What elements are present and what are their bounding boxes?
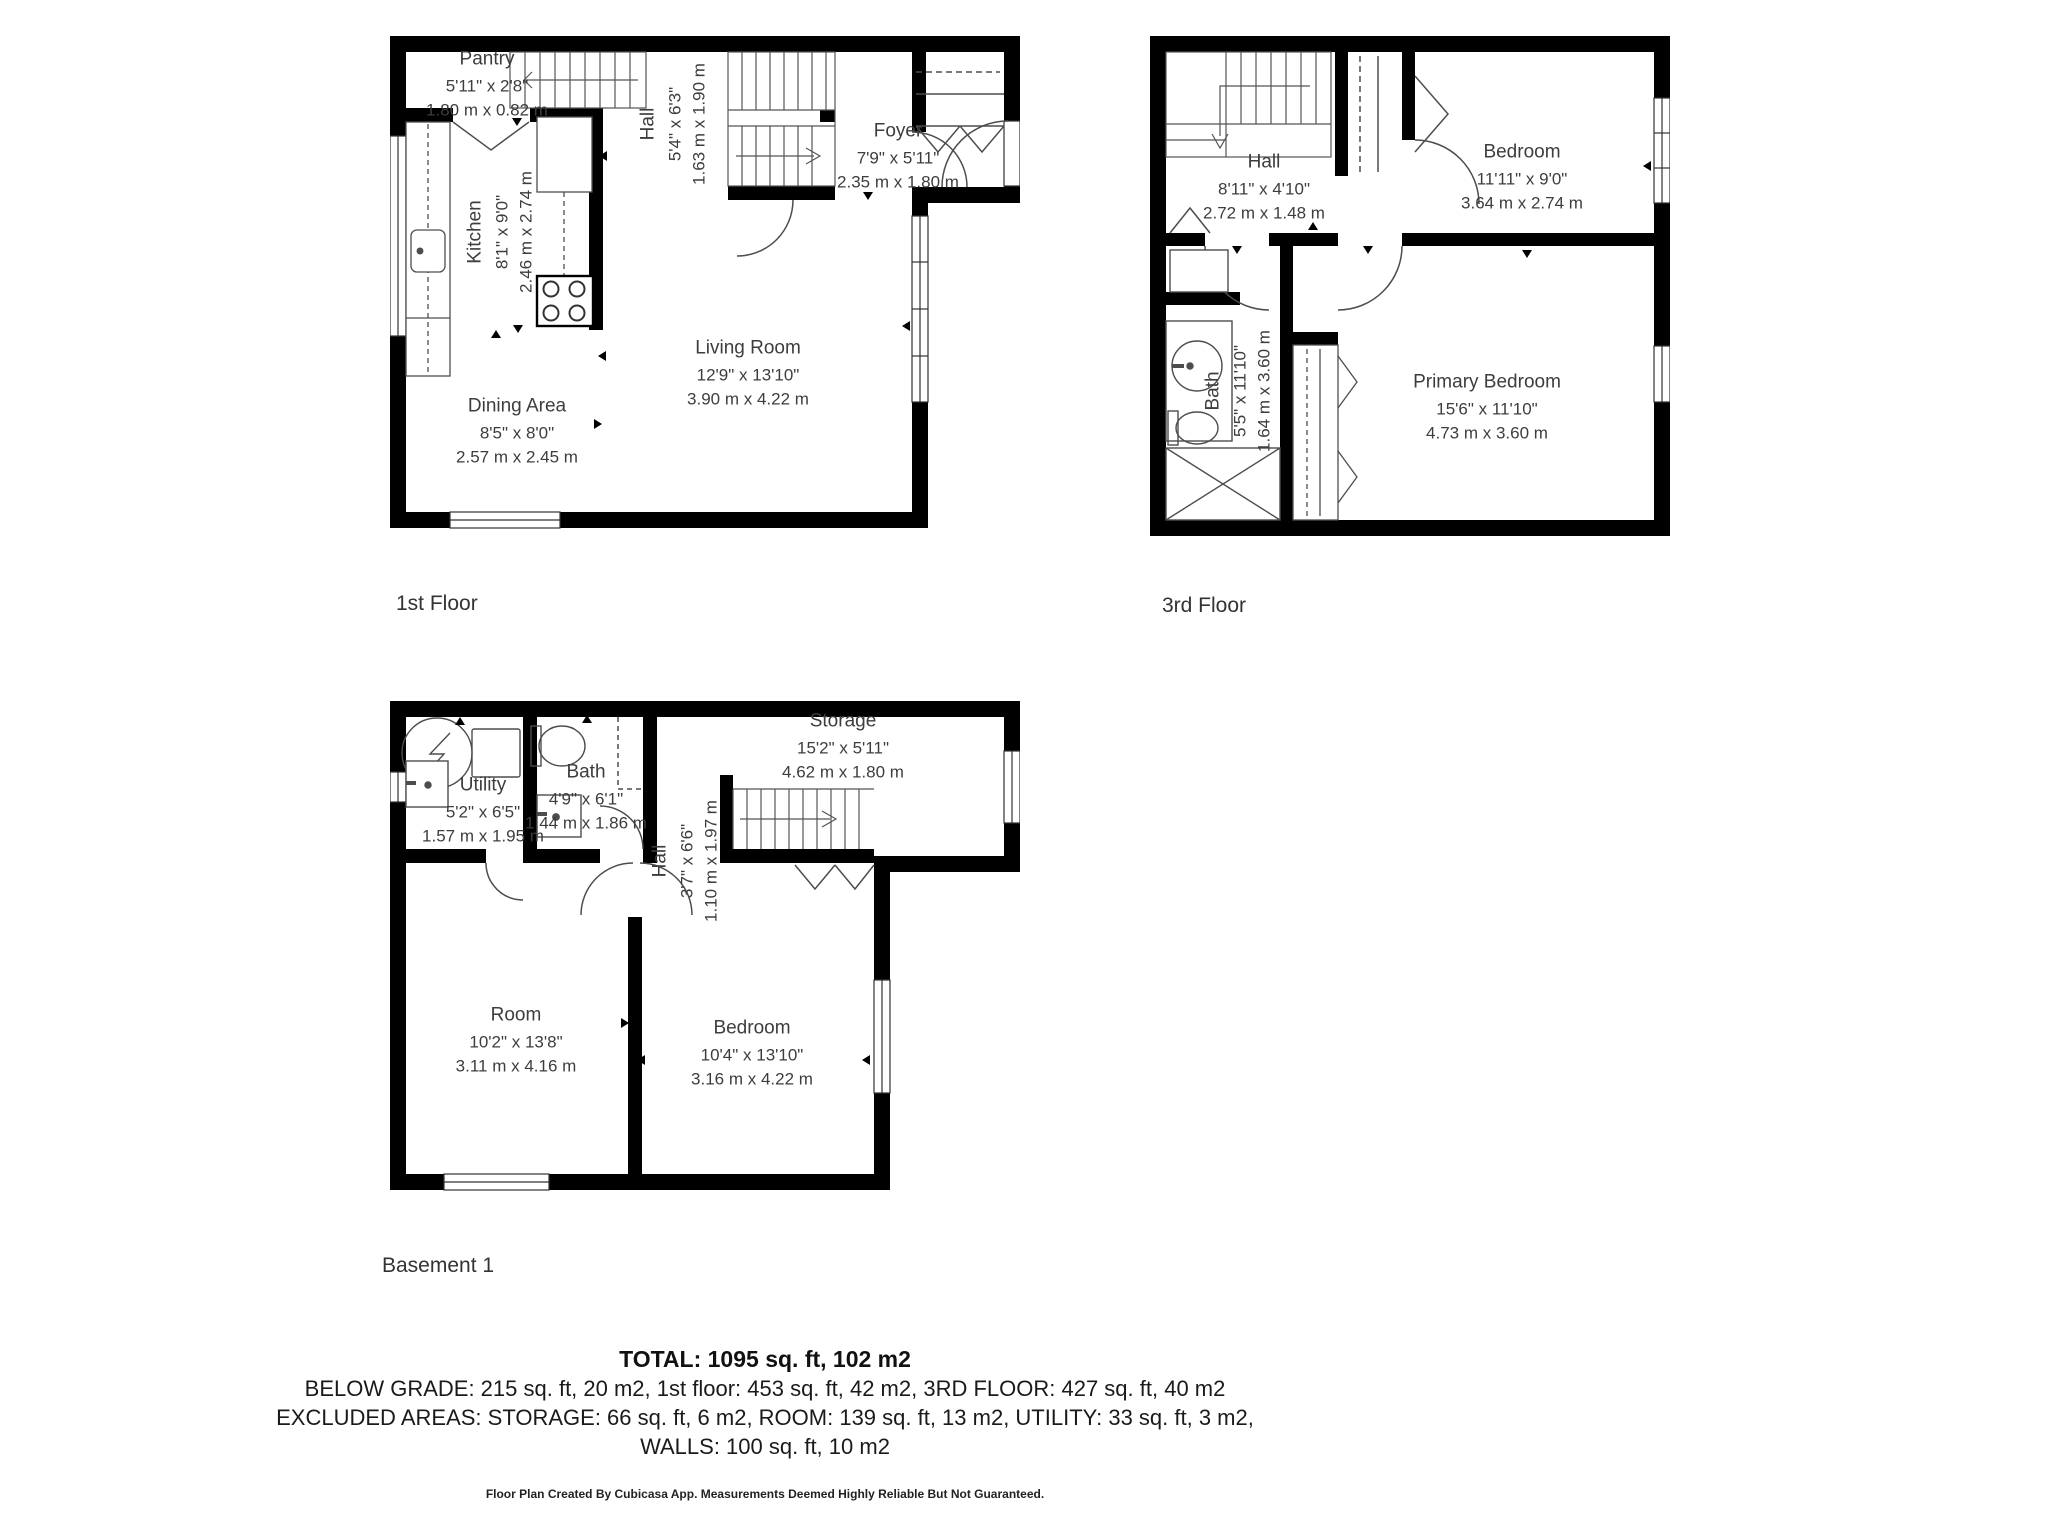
room-size-metric: 2.35 m x 1.80 m xyxy=(837,172,959,192)
room-name: Bath xyxy=(566,761,606,783)
room-size-imperial: 8'5" x 8'0" xyxy=(479,423,555,443)
room-size-metric: 3.11 m x 4.16 m xyxy=(455,1056,577,1076)
room-name: Bath xyxy=(1202,371,1224,411)
room-name: Room xyxy=(490,1004,542,1026)
room-label-pantry xyxy=(426,48,548,123)
room-label-bedroom-basement xyxy=(691,1017,813,1092)
room-name: Hall xyxy=(637,107,659,141)
room-size-metric: 2.46 m x 2.74 m xyxy=(516,171,536,293)
room-size-metric: 3.64 m x 2.74 m xyxy=(1461,193,1583,213)
summary-line-3: WALLS: 100 sq. ft, 10 m2 xyxy=(640,1434,890,1459)
stairs xyxy=(1166,52,1331,157)
caption-first-floor: 1st Floor xyxy=(396,592,478,615)
floor-plan-first-floor xyxy=(390,36,1020,530)
summary-block xyxy=(165,1344,1365,1501)
room-size-metric: 1.44 m x 1.86 m xyxy=(525,813,647,833)
room-size-imperial: 4'9" x 6'1" xyxy=(548,789,624,809)
stairs xyxy=(733,789,874,849)
room-size-metric: 4.62 m x 1.80 m xyxy=(782,762,904,782)
summary-total: TOTAL: 1095 sq. ft, 102 m2 xyxy=(619,1346,911,1372)
room-size-imperial: 10'4" x 13'10" xyxy=(700,1045,804,1065)
room-size-metric: 3.16 m x 4.22 m xyxy=(691,1069,813,1089)
room-label-foyer xyxy=(837,120,959,195)
room-size-imperial: 5'4" x 6'3" xyxy=(665,86,685,162)
room-size-metric: 4.73 m x 3.60 m xyxy=(1426,423,1548,443)
room-name: Kitchen xyxy=(464,200,486,264)
room-size-imperial: 5'2" x 6'5" xyxy=(445,802,521,822)
summary-line-2: EXCLUDED AREAS: STORAGE: 66 sq. ft, 6 m2, ROOM: 139 sq. ft, 13 m2, UTILITY: 33 sq. ft, 3 m2, xyxy=(276,1405,1254,1430)
room-size-imperial: 5'11" x 2'8" xyxy=(445,76,529,96)
room-size-metric: 2.72 m x 1.48 m xyxy=(1203,203,1325,223)
room-name: Bedroom xyxy=(1483,141,1561,163)
room-label-dining-area xyxy=(456,395,578,470)
room-size-metric: 2.57 m x 2.45 m xyxy=(456,447,578,467)
room-size-imperial: 3'7" x 6'6" xyxy=(677,823,697,899)
room-name: Foyer xyxy=(873,120,923,142)
room-name: Utility xyxy=(459,774,507,796)
room-size-metric: 1.80 m x 0.82 m xyxy=(426,100,548,120)
room-name: Bedroom xyxy=(713,1017,791,1039)
room-label-hall-1st xyxy=(637,63,712,185)
room-label-bath-3rd xyxy=(1202,330,1277,452)
room-size-imperial: 15'6" x 11'10" xyxy=(1436,399,1538,419)
floor-plan-third-floor xyxy=(1150,36,1670,536)
room-name: Living Room xyxy=(695,337,801,359)
summary-disclaimer: Floor Plan Created By Cubicasa App. Measurements Deemed Highly Reliable But Not Guaranteed. xyxy=(485,1487,1045,1501)
room-size-imperial: 10'2" x 13'8" xyxy=(469,1032,563,1052)
room-name: Hall xyxy=(649,844,671,878)
floor-plan-basement xyxy=(390,701,1020,1191)
room-label-living-room xyxy=(687,337,809,412)
closet-primary xyxy=(1293,345,1357,520)
room-label-bedroom-3rd xyxy=(1461,141,1583,216)
room-size-imperial: 7'9" x 5'11" xyxy=(856,148,940,168)
room-size-imperial: 15'2" x 5'11" xyxy=(797,738,889,758)
room-size-imperial: 12'9" x 13'10" xyxy=(696,365,800,385)
room-size-imperial: 8'11" x 4'10" xyxy=(1218,179,1310,199)
room-name: Dining Area xyxy=(467,395,567,417)
room-label-hall-3rd xyxy=(1203,151,1325,226)
room-size-imperial: 5'5" x 11'10" xyxy=(1230,345,1250,437)
summary-line-1: BELOW GRADE: 215 sq. ft, 20 m2, 1st floor: 453 sq. ft, 42 m2, 3RD FLOOR: 427 sq. ft, 40 m2 xyxy=(304,1376,1226,1401)
room-size-imperial: 8'1" x 9'0" xyxy=(492,194,512,270)
room-label-kitchen xyxy=(464,171,539,293)
room-name: Storage xyxy=(809,710,877,732)
room-label-room xyxy=(456,1004,577,1079)
room-label-storage xyxy=(782,710,904,785)
room-size-metric: 1.64 m x 3.60 m xyxy=(1254,330,1274,452)
room-label-hall-basement xyxy=(649,800,724,922)
room-size-metric: 3.90 m x 4.22 m xyxy=(687,389,809,409)
caption-third-floor: 3rd Floor xyxy=(1162,594,1247,617)
room-name: Primary Bedroom xyxy=(1413,371,1561,393)
room-size-metric: 1.57 m x 1.95 m xyxy=(422,826,544,846)
room-label-primary-bedroom xyxy=(1413,371,1561,446)
room-size-imperial: 11'11" x 9'0" xyxy=(1476,169,1568,189)
room-size-metric: 1.10 m x 1.97 m xyxy=(701,800,721,922)
room-name: Hall xyxy=(1247,151,1281,173)
room-size-metric: 1.63 m x 1.90 m xyxy=(689,63,709,185)
caption-basement: Basement 1 xyxy=(382,1254,495,1277)
third-floor-drawing xyxy=(1150,36,1670,536)
room-label-bath-basement xyxy=(525,761,647,836)
room-name: Pantry xyxy=(459,48,515,70)
